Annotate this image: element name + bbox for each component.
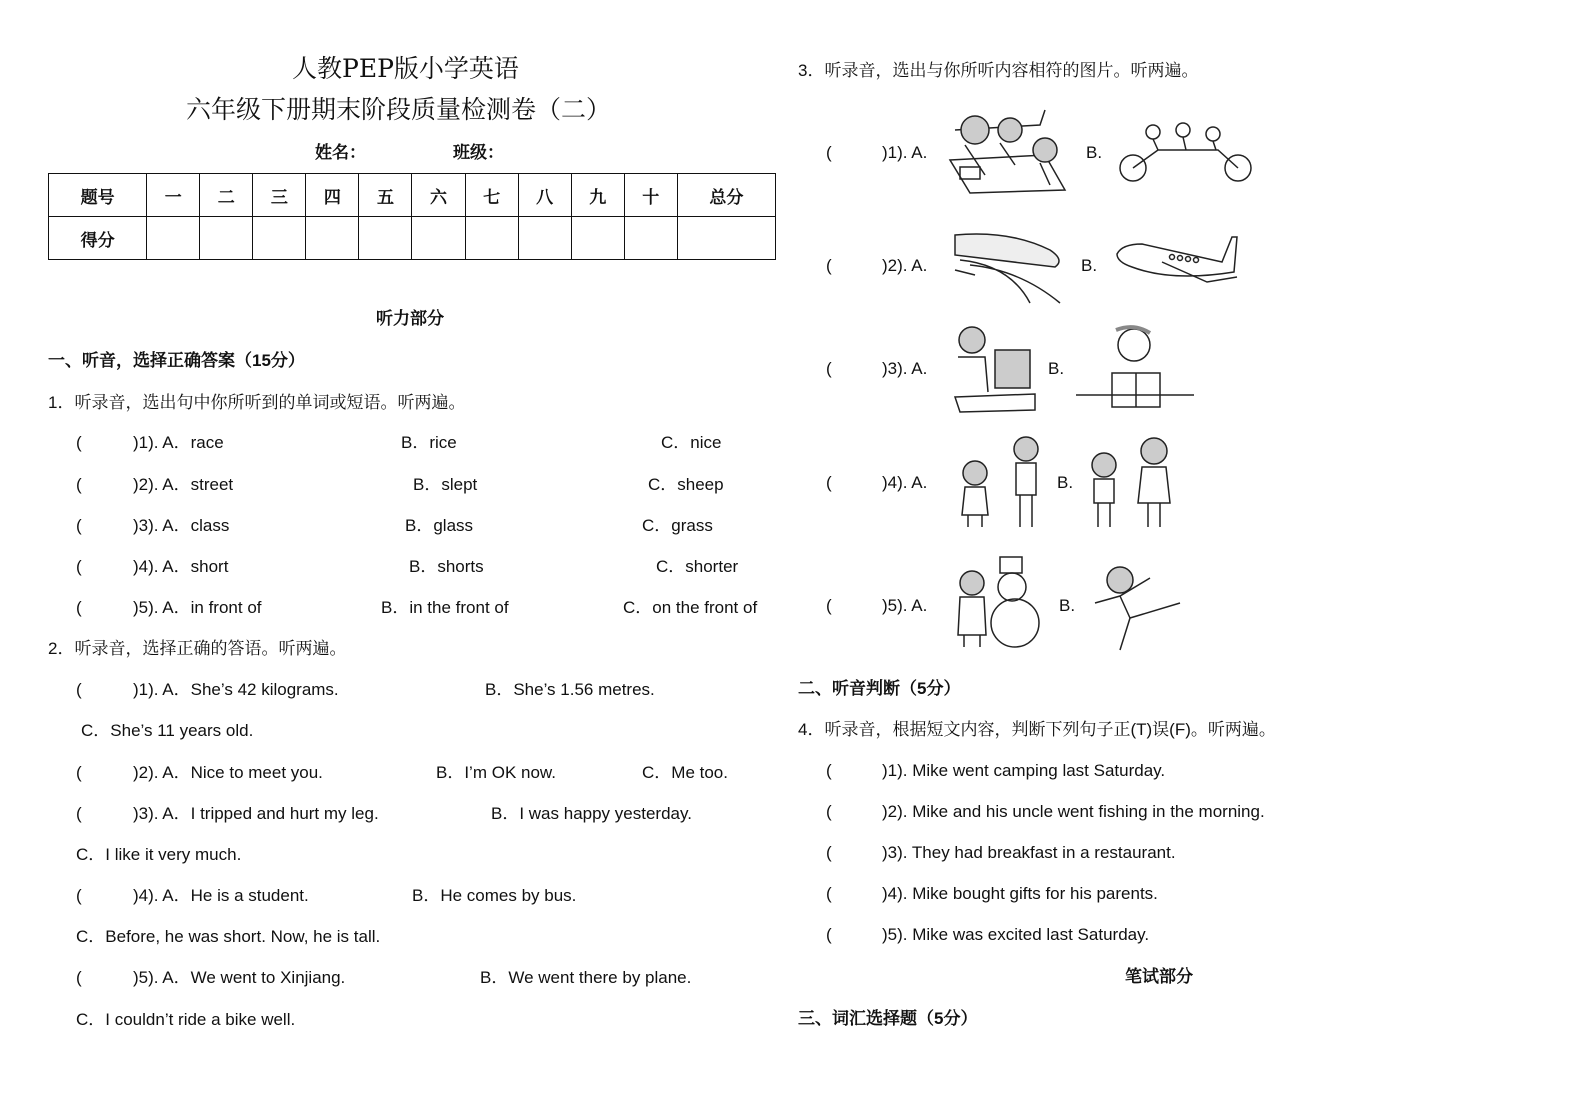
option-b-label: B. xyxy=(1057,473,1074,492)
tandem-bike-picture xyxy=(1118,120,1258,185)
cell: 总分 xyxy=(677,174,775,217)
statement: )5). Mike was excited last Saturday. xyxy=(882,925,1150,944)
answer-paren[interactable]: ( xyxy=(826,925,832,944)
picnic-picture xyxy=(945,105,1070,195)
answer-paren[interactable]: ( xyxy=(76,763,82,782)
option-c: C．Me too. xyxy=(642,763,728,782)
statement: )4). Mike bought gifts for his parents. xyxy=(882,884,1158,903)
section-1-heading: 一、听音，选择正确答案（15分） xyxy=(48,351,305,370)
option-a: )1). A．race xyxy=(133,433,224,452)
option-b-label: B. xyxy=(1048,359,1065,378)
listening-heading: 听力部分 xyxy=(376,309,444,328)
option-b: B．glass xyxy=(405,516,474,535)
section-2-heading: 二、听音判断（5分） xyxy=(798,679,961,698)
cell: 五 xyxy=(359,174,412,217)
cell: 四 xyxy=(306,174,359,217)
snowman-picture xyxy=(950,555,1050,650)
option-c: C．I couldn’t ride a bike well. xyxy=(76,1010,296,1029)
option-b: B．rice xyxy=(401,433,457,452)
title-line-2: 六年级下册期末阶段质量检测卷（二） xyxy=(186,95,612,124)
option-a-label: )2). A. xyxy=(882,256,928,275)
score-cell[interactable] xyxy=(253,217,306,260)
option-c: C．I like it very much. xyxy=(76,845,242,864)
option-b: B．We went there by plane. xyxy=(480,968,692,987)
option-c: C．Before, he was short. Now, he is tall. xyxy=(76,927,381,946)
computer-picture xyxy=(950,322,1040,414)
airplane-picture xyxy=(1112,232,1247,292)
section-3-heading: 三、词汇选择题（5分） xyxy=(798,1009,978,1028)
option-b: B．I was happy yesterday. xyxy=(491,804,692,823)
option-b: B．slept xyxy=(413,475,478,494)
score-table-score-row xyxy=(49,217,776,260)
answer-paren[interactable]: ( xyxy=(826,473,832,492)
children-picture-a xyxy=(950,435,1050,530)
score-cell[interactable] xyxy=(677,217,775,260)
option-b: B．shorts xyxy=(409,557,484,576)
score-cell[interactable] xyxy=(359,217,412,260)
name-label: 姓名： xyxy=(315,143,366,162)
option-a-label: )3). A. xyxy=(882,359,928,378)
statement: )3). They had breakfast in a restaurant. xyxy=(882,843,1176,862)
score-cell[interactable] xyxy=(518,217,571,260)
writing-heading: 笔试部分 xyxy=(1125,967,1193,986)
option-a: )2). A．Nice to meet you. xyxy=(133,763,323,782)
answer-paren[interactable]: ( xyxy=(76,516,82,535)
option-c: C．on the front of xyxy=(623,598,758,617)
q3-instruction: 3．听录音，选出与你所听内容相符的图片。听两遍。 xyxy=(798,61,1199,80)
answer-paren[interactable]: ( xyxy=(76,557,82,576)
score-cell[interactable] xyxy=(624,217,677,260)
cell: 得分 xyxy=(49,217,147,260)
answer-paren[interactable]: ( xyxy=(76,804,82,823)
option-a: )1). A．She’s 42 kilograms. xyxy=(133,680,339,699)
q1-instruction: 1．听录音，选出句中你所听到的单词或短语。听两遍。 xyxy=(48,393,466,412)
cell: 二 xyxy=(200,174,253,217)
option-b: B．I’m OK now. xyxy=(436,763,556,782)
option-b-label: B. xyxy=(1081,256,1098,275)
score-cell[interactable] xyxy=(571,217,624,260)
reading-picture xyxy=(1076,325,1196,410)
score-cell[interactable] xyxy=(147,217,200,260)
score-cell[interactable] xyxy=(200,217,253,260)
option-b-label: B. xyxy=(1086,143,1103,162)
title-line-1: 人教PEP版小学英语 xyxy=(292,54,519,83)
option-b-label: B. xyxy=(1059,596,1076,615)
option-a-label: )1). A. xyxy=(882,143,928,162)
option-c: C．grass xyxy=(642,516,713,535)
option-a: )2). A．street xyxy=(133,475,234,494)
train-picture xyxy=(950,225,1070,305)
option-a: )3). A．class xyxy=(133,516,230,535)
children-picture-b xyxy=(1082,435,1182,530)
answer-paren[interactable]: ( xyxy=(826,884,832,903)
cell: 七 xyxy=(465,174,518,217)
option-c: C．sheep xyxy=(648,475,724,494)
answer-paren[interactable]: ( xyxy=(826,359,832,378)
score-table xyxy=(48,173,776,260)
answer-paren[interactable]: ( xyxy=(826,143,832,162)
option-a-label: )4). A. xyxy=(882,473,928,492)
answer-paren[interactable]: ( xyxy=(76,433,82,452)
answer-paren[interactable]: ( xyxy=(76,680,82,699)
answer-paren[interactable]: ( xyxy=(826,596,832,615)
statement: )2). Mike and his uncle went fishing in the morning. xyxy=(882,802,1265,821)
score-cell[interactable] xyxy=(412,217,465,260)
option-a: )5). A．We went to Xinjiang. xyxy=(133,968,346,987)
score-cell[interactable] xyxy=(306,217,359,260)
option-b: B．He comes by bus. xyxy=(412,886,577,905)
score-cell[interactable] xyxy=(465,217,518,260)
option-c: C．She’s 11 years old. xyxy=(81,721,254,740)
option-b: B．in the front of xyxy=(381,598,509,617)
cell: 题号 xyxy=(49,174,147,217)
answer-paren[interactable]: ( xyxy=(826,761,832,780)
cell: 九 xyxy=(571,174,624,217)
cell: 八 xyxy=(518,174,571,217)
answer-paren[interactable]: ( xyxy=(826,256,832,275)
statement: )1). Mike went camping last Saturday. xyxy=(882,761,1166,780)
option-c: C．nice xyxy=(661,433,722,452)
answer-paren[interactable]: ( xyxy=(76,475,82,494)
answer-paren[interactable]: ( xyxy=(76,886,82,905)
cell: 一 xyxy=(147,174,200,217)
option-a: )5). A．in front of xyxy=(133,598,262,617)
option-a: )4). A．short xyxy=(133,557,229,576)
q4-instruction: 4．听录音，根据短文内容，判断下列句子正(T)误(F)。听两遍。 xyxy=(798,720,1276,739)
class-label: 班级： xyxy=(453,143,504,162)
answer-paren[interactable]: ( xyxy=(826,843,832,862)
q2-instruction: 2．听录音，选择正确的答语。听两遍。 xyxy=(48,639,347,658)
answer-paren[interactable]: ( xyxy=(826,802,832,821)
option-b: B．She’s 1.56 metres. xyxy=(485,680,655,699)
option-a: )3). A．I tripped and hurt my leg. xyxy=(133,804,379,823)
skating-picture xyxy=(1090,558,1190,656)
cell: 十 xyxy=(624,174,677,217)
option-c: C．shorter xyxy=(656,557,739,576)
cell: 六 xyxy=(412,174,465,217)
answer-paren[interactable]: ( xyxy=(76,598,82,617)
cell: 三 xyxy=(253,174,306,217)
score-table-header-row xyxy=(49,174,776,217)
option-a: )4). A．He is a student. xyxy=(133,886,309,905)
answer-paren[interactable]: ( xyxy=(76,968,82,987)
option-a-label: )5). A. xyxy=(882,596,928,615)
